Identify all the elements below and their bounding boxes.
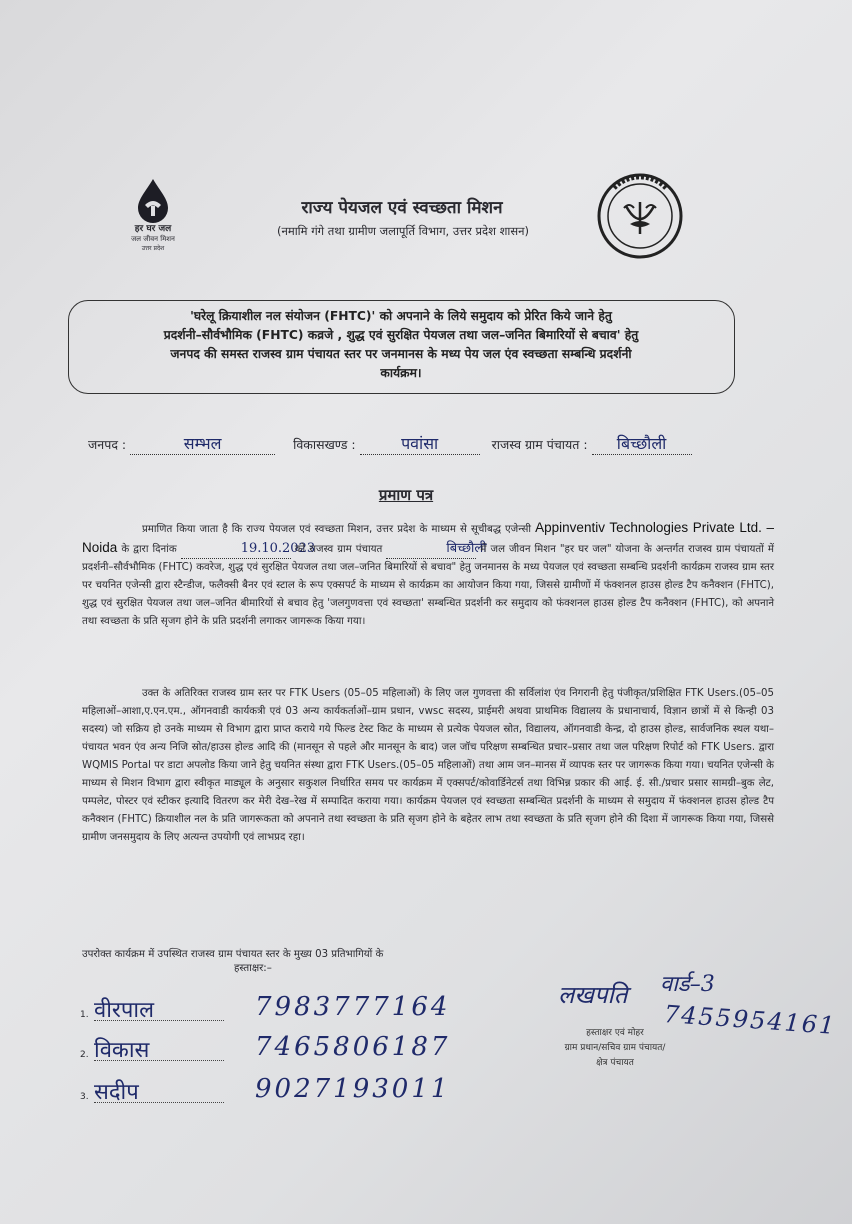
pradhan-phone: 7455954161 xyxy=(663,1000,838,1040)
participant-row xyxy=(80,992,451,1023)
signatures-intro-line-1: उपरोक्त कार्यक्रम में उपस्थित राजस्व ग्राम पंचायत स्तर के मुख्य 03 प्रतिभागियों के xyxy=(82,949,384,960)
program-banner-text xyxy=(80,307,722,383)
p1-body: में जल जीवन मिशन "हर घर जल" योजना के अन्तर्गत राजस्व ग्राम पंचायतों में प्रदर्शनी–सौर्वभौमिक (FHTC) कवरेज, शुद्ध एवं सुरक्षित पेयजल तथा जल–जनित बिमारियों से बचाव" हेतु जनमानस के मध्य पेयजल एवं स्वच्छता सम्बन्धि प्रदर्शनी कार्यक्रम राजस्व ग्राम स्तर पर चयनित एजेन्सी द्वारा स्टैन्डीज, फलैक्सी बैनर एवं स्टाल के रूप एक्सपर्ट के माध्यम से कार्यक्रम का आयोजन किया गया, जिससे ग्रामीणों में फंक्शनल हाउस होल्ड टैप कनैक्शन (FHTC), शुद्ध एवं सुरक्षित पेयजल तथा जल–जनित बीमारियों से बचाव हेतु 'जलगुणवत्ता एवं स्वच्छता' सम्बन्धित प्रदर्शनी कर समुदाय को फंक्शनल हाउस होल्ड टैप कनैक्शन (FHTC), को अपनाने तथा स्वच्छता के प्रति सृजग होने के प्रति प्रदर्शनी लगाकर जागरूक किया गया। xyxy=(82,544,774,627)
program-village: बिच्छौली xyxy=(386,540,476,559)
p1-panchayat-label: को राजस्व ग्राम पंचायत xyxy=(294,544,383,555)
vikaskhand-label: विकासखण्ड : xyxy=(293,437,356,452)
page-title: राज्य पेयजल एवं स्वच्छता मिशन xyxy=(301,198,503,218)
banner-line-2: प्रदर्शनी–सौर्वभौमिक (FHTC) कव्रजे , शुद्ध एवं सुरक्षित पेयजल तथा जल–जनित बिमारियों से बचाव' हेतु xyxy=(163,328,639,342)
page-subtitle: (नमामि गंगे तथा ग्रामीण जलापूर्ति विभाग, उत्तर प्रदेश शासन) xyxy=(276,224,530,238)
water-drop-icon xyxy=(108,175,198,225)
pradhan-signature: लखपति xyxy=(558,981,628,1009)
participant-number: 3. xyxy=(80,1092,89,1102)
signatures-intro-line-2: हस्ताक्षर:– xyxy=(234,963,272,974)
banner-line-1: 'घरेलू क्रियाशील नल संयोजन (FHTC)' को अपनाने के लिये समुदाय को प्रेरित किये जाने हेतु xyxy=(190,309,612,323)
participant-row xyxy=(80,1032,451,1063)
participant-number: 1. xyxy=(80,1010,89,1020)
har-ghar-jal-logo xyxy=(108,175,198,265)
participant-number: 2. xyxy=(80,1050,89,1060)
gram-panchayat-value: बिच्छौली xyxy=(592,432,692,455)
up-government-seal xyxy=(596,172,684,260)
vikaskhand-value: पवांसा xyxy=(360,432,480,455)
participant-signature: विकास xyxy=(94,1034,224,1061)
certificate-title: प्रमाण पत्र xyxy=(378,486,434,504)
ward-number: वार्ड–3 xyxy=(660,972,715,997)
location-fields xyxy=(88,432,788,455)
participant-row xyxy=(80,1074,451,1105)
participant-phone: 7465806187 xyxy=(255,1032,451,1062)
logo-line-1: हर घर जल xyxy=(134,224,172,234)
participant-phone: 7983777164 xyxy=(255,992,451,1022)
janpad-value: सम्भल xyxy=(130,432,275,455)
signature-label xyxy=(525,1026,705,1071)
agency-name: Appinventiv Technologies Private Ltd. – Noida xyxy=(82,520,774,555)
participant-signature: सदीप xyxy=(94,1076,224,1103)
seal-emblem-icon xyxy=(596,172,684,260)
p1-intro: प्रमाणित किया जाता है कि राज्य पेयजल एवं स्वच्छता मिशन, उत्तर प्रदेश के माध्यम से सूचीबद्ध एजेन्सी xyxy=(142,524,532,535)
gram-panchayat-label: राजस्व ग्राम पंचायत : xyxy=(491,437,588,452)
signature-label-line-3: क्षेत्र पंचायत xyxy=(596,1058,634,1068)
participant-phone: 9027193011 xyxy=(255,1074,451,1104)
logo-line-2: जल जीवन मिशन xyxy=(131,235,175,243)
participant-signature: वीरपाल xyxy=(94,994,224,1021)
certificate-paragraph-2: उक्त के अतिरिक्त राजस्व ग्राम स्तर पर FTK Users (05–05 महिलाओं) के लिए जल गुणवत्ता की सर्विलांश एंव निगरानी हेतु पंजीकृत/प्रशिक्षित FTK Users.(05–05 महिलाओं–आशा,ए.एन.एम., ऑगनवाडी कार्यकत्री एवं 03 अन्य कार्यकर्ताओं–ग्राम प्रधान, vwsc सदस्य, प्राईमरी अथवा प्राथमिक विद्यालय के प्रधानाचार्य, विज्ञान छात्रों में से किन्ही 03 सदस्य) जो सक्रिय हो उनके माध्यम से विभाग द्वारा प्राप्त कराये गये फिल्ड टेस्ट किट के माध्यम से प्रत्येक पेयजल स्रोत, विद्यालय, ऑगनवाडी केन्द्र, दो हाउस होल्ड, सार्वजनिक स्थल यथा–पंचायत भवन एंव अन्य निजि स्रोत/हाउस होल्ड आदि की (मानसून से पहले और मानसून के बाद) जल जॉच परिक्षण सम्बन्धित प्रचार–प्रसार तथा जल परिक्षण रिपोर्ट को FTK Users. द्वारा WQMIS Portal पर डाटा अपलोड किया जाने हेतु चयनित संस्था द्वारा FTK Users.(05–05 महिलाओं) तथा आम जन–मानस में व्यापक स्तर पर जागरूक किया गया। चयनित एजेन्सी के माध्यम से मिशन विभाग द्वारा स्वीकृत माड्यूल के अनुसार सकुशल निर्धारित समय पर कार्यक्रम में एक्सपर्ट/कोवार्डिनेटर्स तथा विभिन्न प्रकार की आई. ई. सी./प्रचार प्रसार सामग्री–बुक लेट, पम्पलेट, पोस्टर एवं स्टीकर इत्यादि वितरण कर मेरी देख–रेख में सम्पादित कराया गया। कार्यक्रम पेयजल एवं स्वच्छता सम्बन्धित प्रदर्शनी के माध्यम से समुदाय में फंक्शनल हाउस होल्ड टैप कनैक्शन (FHTC) क्रियाशील नल के प्रति जागरूकता को अपनाने तथा स्वच्छता के प्रति सृजग होने के बहेतर लाभ तथा स्वच्छता के प्रति सृजग होने की दिशा में जागरूक किया गया, जिससे ग्रामीण जनसमुदाय के लिए अत्यन्त उपयोगी एवं लाभप्रद रहा। xyxy=(82,688,774,843)
signature-label-line-2: ग्राम प्रधान/सचिव ग्राम पंचायत/ xyxy=(564,1043,666,1053)
p1-date-label: के द्वारा दिनांक xyxy=(121,544,177,555)
logo-line-3: उत्तर प्रदेश xyxy=(141,245,165,252)
banner-line-4: कार्यक्रम। xyxy=(380,366,422,380)
janpad-label: जनपद : xyxy=(88,437,127,452)
program-date: 19.10.2023 xyxy=(181,540,291,559)
signatures-intro xyxy=(82,948,512,976)
banner-line-3: जनपद की समस्त राजस्व ग्राम पंचायत स्तर पर जनमानस के मध्य पेय जल एंव स्वच्छता सम्बन्धि प्रदर्शनी xyxy=(170,347,632,361)
certificate-paragraph-1 xyxy=(82,519,774,631)
signature-label-line-1: हस्ताक्षर एवं मोहर xyxy=(586,1028,644,1038)
